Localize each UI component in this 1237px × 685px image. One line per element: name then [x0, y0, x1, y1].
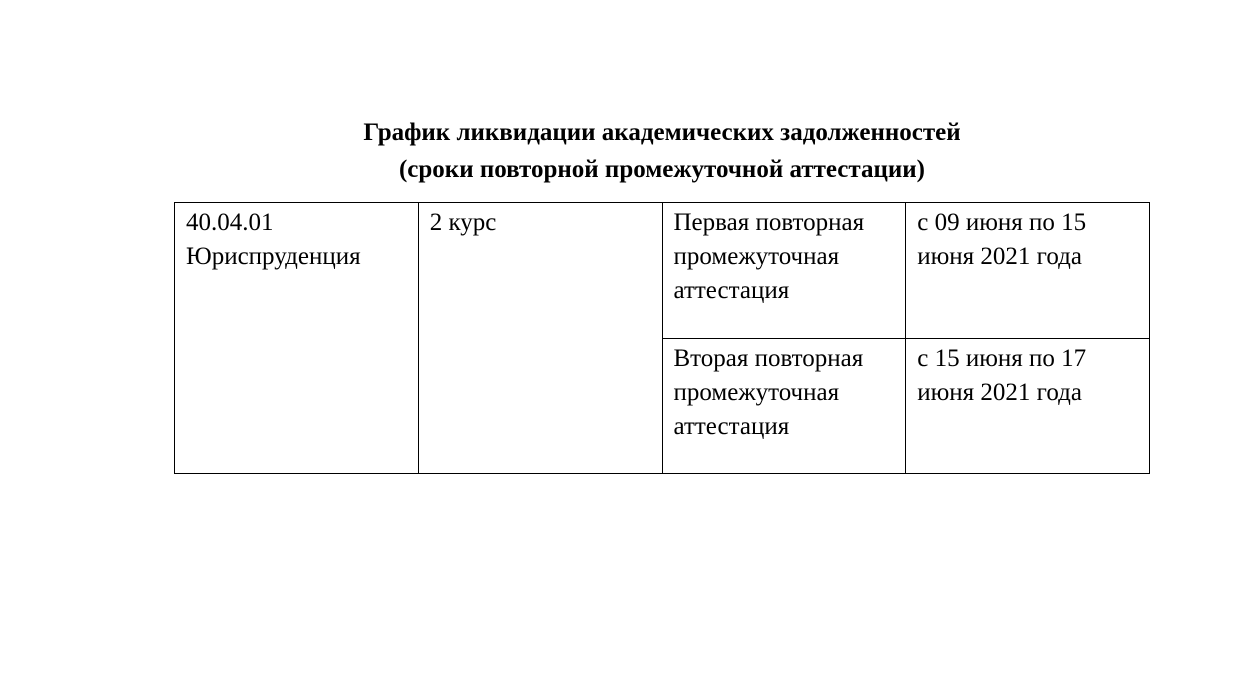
attestation-label: Вторая повторная промежуточная аттестация	[673, 344, 864, 440]
document-title	[0, 114, 1237, 188]
table-row	[175, 203, 1150, 339]
period-label: с 09 июня по 15 июня 2021 года	[917, 209, 1087, 270]
attestation-label: Первая повторная промежуточная аттестация	[673, 209, 865, 304]
attestation-cell	[662, 203, 906, 339]
attestation-cell	[662, 338, 906, 474]
program-code: 40.04.01	[186, 209, 274, 236]
course-cell	[418, 203, 662, 474]
program-name: Юриспруденция	[186, 243, 361, 270]
period-cell	[906, 203, 1150, 339]
title-line-1: График ликвидации академических задолженностей	[363, 119, 961, 146]
period-cell	[906, 338, 1150, 474]
period-label: с 15 июня по 17 июня 2021 года	[917, 344, 1087, 406]
title-line-2: (сроки повторной промежуточной аттестации)	[398, 156, 926, 183]
schedule-table	[174, 202, 1150, 474]
program-cell	[175, 203, 419, 474]
course-label: 2 курс	[429, 209, 497, 236]
